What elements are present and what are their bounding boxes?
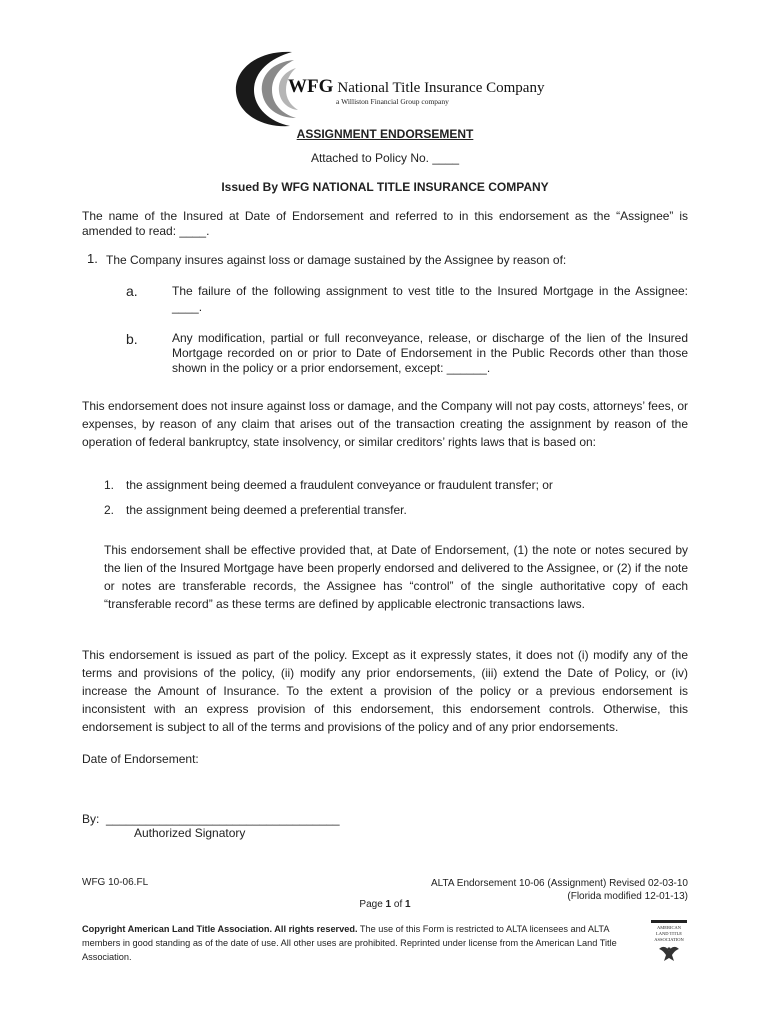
alta-revision-line-2: (Florida modified 12-01-13) <box>567 891 688 902</box>
list-item-text: the assignment being deemed a preferential transfer. <box>126 503 407 517</box>
eagle-icon <box>651 943 687 965</box>
effective-paragraph: This endorsement shall be effective provided that, at Date of Endorsement, (1) the note or notes secured by the lien of the Insured Mortgage have been properly endorsed and delivered to the Assignee, or (2) if the note or notes are transferable records, the Assignee has “control” of the single authoritative copy of each “transferable record” as these terms are defined by applicable electronic transactions laws. <box>104 543 688 611</box>
list-item <box>104 503 688 517</box>
page-total: 1 <box>405 899 411 910</box>
alta-logo-line-3: ASSOCIATION <box>654 937 684 942</box>
alta-logo-line-2: LAND TITLE <box>655 931 683 936</box>
list-item <box>104 478 688 492</box>
page-current: 1 <box>385 899 392 910</box>
item-a-text: The failure of the following assignment to vest title to the Insured Mortgage in the Assignee: ____. <box>172 284 688 314</box>
date-of-endorsement-label: Date of Endorsement: <box>82 752 199 766</box>
document-title: ASSIGNMENT ENDORSEMENT <box>296 127 474 141</box>
item-1-number: 1. <box>87 251 98 266</box>
list-item-text: the assignment being deemed a fraudulent conveyance or fraudulent transfer; or <box>126 478 553 492</box>
exclusion-paragraph: This endorsement does not insure against loss or damage, and the Company will not pay costs, attorneys’ fees, or expenses, by reason of any claim that arises out of the transaction creating the assignment by reason of the operation of federal bankruptcy, state insolvency, or similar creditors’ rights laws that is based on: <box>82 399 688 449</box>
issued-by-line: Issued By WFG NATIONAL TITLE INSURANCE COMPANY <box>221 180 549 194</box>
list-item-number: 1. <box>104 478 115 492</box>
copyright-text: The use of this Form is restricted to ALTA licensees and ALTA members in good standing as of the date of use. All other uses are prohibited. Reprinted under license from the American Land Title Association. <box>82 924 617 962</box>
logo-company-text: National Title Insurance Company <box>337 80 545 96</box>
copyright-bold: Copyright American Land Title Association. All rights reserved. <box>82 924 358 934</box>
page-of: of <box>393 899 403 910</box>
alta-revision-line-1: ALTA Endorsement 10-06 (Assignment) Revised 02-03-10 <box>431 878 688 889</box>
logo-wfg-text: WFG <box>288 76 334 97</box>
logo-subtitle: a Williston Financial Group company <box>336 97 449 106</box>
page-number <box>0 899 770 910</box>
company-logo <box>232 48 545 130</box>
item-b-letter: b. <box>126 331 138 347</box>
alta-logo-line-1: AMERICAN <box>656 925 681 930</box>
item-a-letter: a. <box>126 283 138 299</box>
intro-paragraph: The name of the Insured at Date of Endorsement and referred to in this endorsement as the “Assignee” is amended to read: ____. <box>82 209 688 238</box>
item-b-text: Any modification, partial or full reconveyance, release, or discharge of the lien of the Insured Mortgage recorded on or prior to Date of Endorsement in the Public Records other than those shown in the policy or a prior endorsement, except: ______. <box>172 331 688 375</box>
page-prefix: Page <box>359 899 383 910</box>
alta-logo <box>651 920 687 970</box>
by-label: By: <box>82 812 100 826</box>
signature-line[interactable]: ___________________________________ <box>106 812 340 826</box>
item-1-text: The Company insures against loss or damage sustained by the Assignee by reason of: <box>106 253 567 267</box>
list-item-number: 2. <box>104 503 115 517</box>
authorized-signatory-label: Authorized Signatory <box>134 826 246 840</box>
attached-policy-line: Attached to Policy No. ____ <box>310 151 460 165</box>
closing-paragraph: This endorsement is issued as part of the policy. Except as it expressly states, it does not (i) modify any of the terms and provisions of the policy, (ii) modify any prior endorsements, (iii) extend the Date of Policy, or (iv) increase the Amount of Insurance. To the extent a provision of the policy or a previous endorsement is inconsistent with an express provision of this endorsement, this endorsement controls. Otherwise, this endorsement is subject to all of the terms and provisions of the policy and of any prior endorsements. <box>82 648 688 734</box>
form-code: WFG 10-06.FL <box>82 877 149 888</box>
copyright-notice <box>82 922 648 964</box>
